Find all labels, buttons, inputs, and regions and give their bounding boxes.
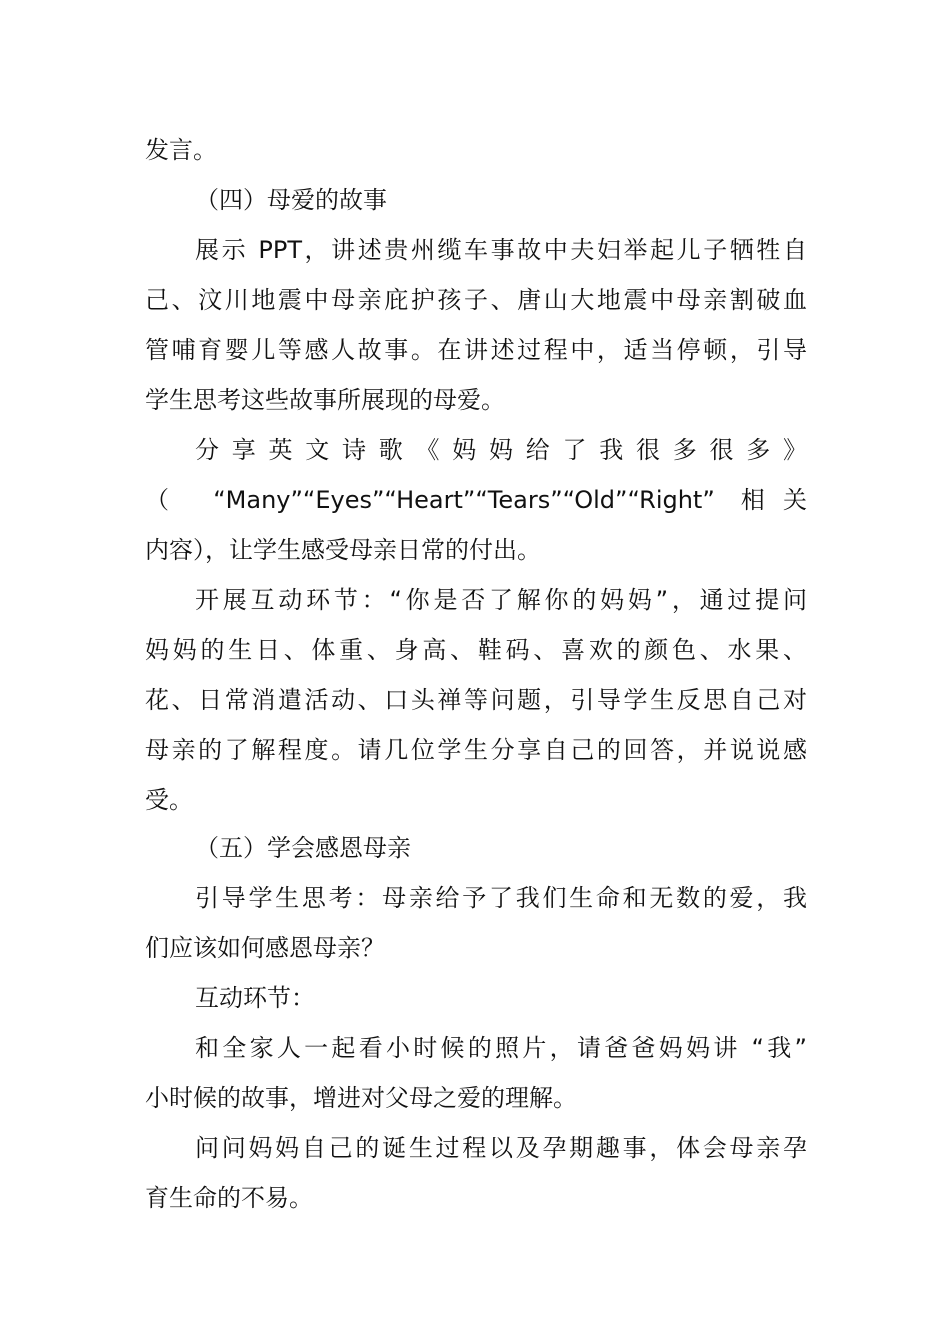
text-line: 己、汶川地震中母亲庇护孩子、唐山大地震中母亲割破血: [145, 286, 807, 314]
section-heading: （四）母爱的故事: [195, 186, 387, 214]
text-line: 小时候的故事，增进对父母之爱的理解。: [145, 1084, 577, 1112]
text-line: （ “Many”“Eyes”“Heart”“Tears”“Old”“Right” 相关: [145, 486, 807, 514]
text-line: 问问妈妈自己的诞生过程以及孕期趣事，体会母亲孕: [195, 1134, 807, 1162]
text-line: 展示 PPT，讲述贵州缆车事故中夫妇举起儿子牺牲自: [195, 236, 807, 264]
text-line: 引导学生思考：母亲给予了我们生命和无数的爱，我: [195, 884, 807, 912]
section-heading: （五）学会感恩母亲: [195, 834, 411, 862]
text-line: 和全家人一起看小时候的照片，请爸爸妈妈讲 “我”: [195, 1034, 807, 1062]
text-line: 内容），让学生感受母亲日常的付出。: [145, 536, 541, 564]
text-line: 花、日常消遣活动、口头禅等问题，引导学生反思自己对: [145, 686, 807, 714]
text-line: 母亲的了解程度。请几位学生分享自己的回答，并说说感: [145, 736, 807, 764]
text-line: 学生思考这些故事所展现的母爱。: [145, 386, 505, 414]
text-line: 管哺育婴儿等感人故事。在讲述过程中，适当停顿，引导: [145, 336, 807, 364]
text-line: 互动环节：: [195, 984, 315, 1012]
text-line: 们应该如何感恩母亲？: [145, 934, 385, 962]
text-line: 分 享 英 文 诗 歌 《 妈 妈 给 了 我 很 多 很 多 》: [195, 436, 807, 464]
text-line: 育生命的不易。: [145, 1184, 313, 1212]
text-line: 妈妈的生日、体重、身高、鞋码、喜欢的颜色、水果、: [145, 636, 807, 664]
text-line: 受。: [145, 786, 193, 814]
text-line: 发言。: [145, 136, 217, 164]
text-line: 开展互动环节：“你是否了解你的妈妈”，通过提问: [195, 586, 807, 614]
